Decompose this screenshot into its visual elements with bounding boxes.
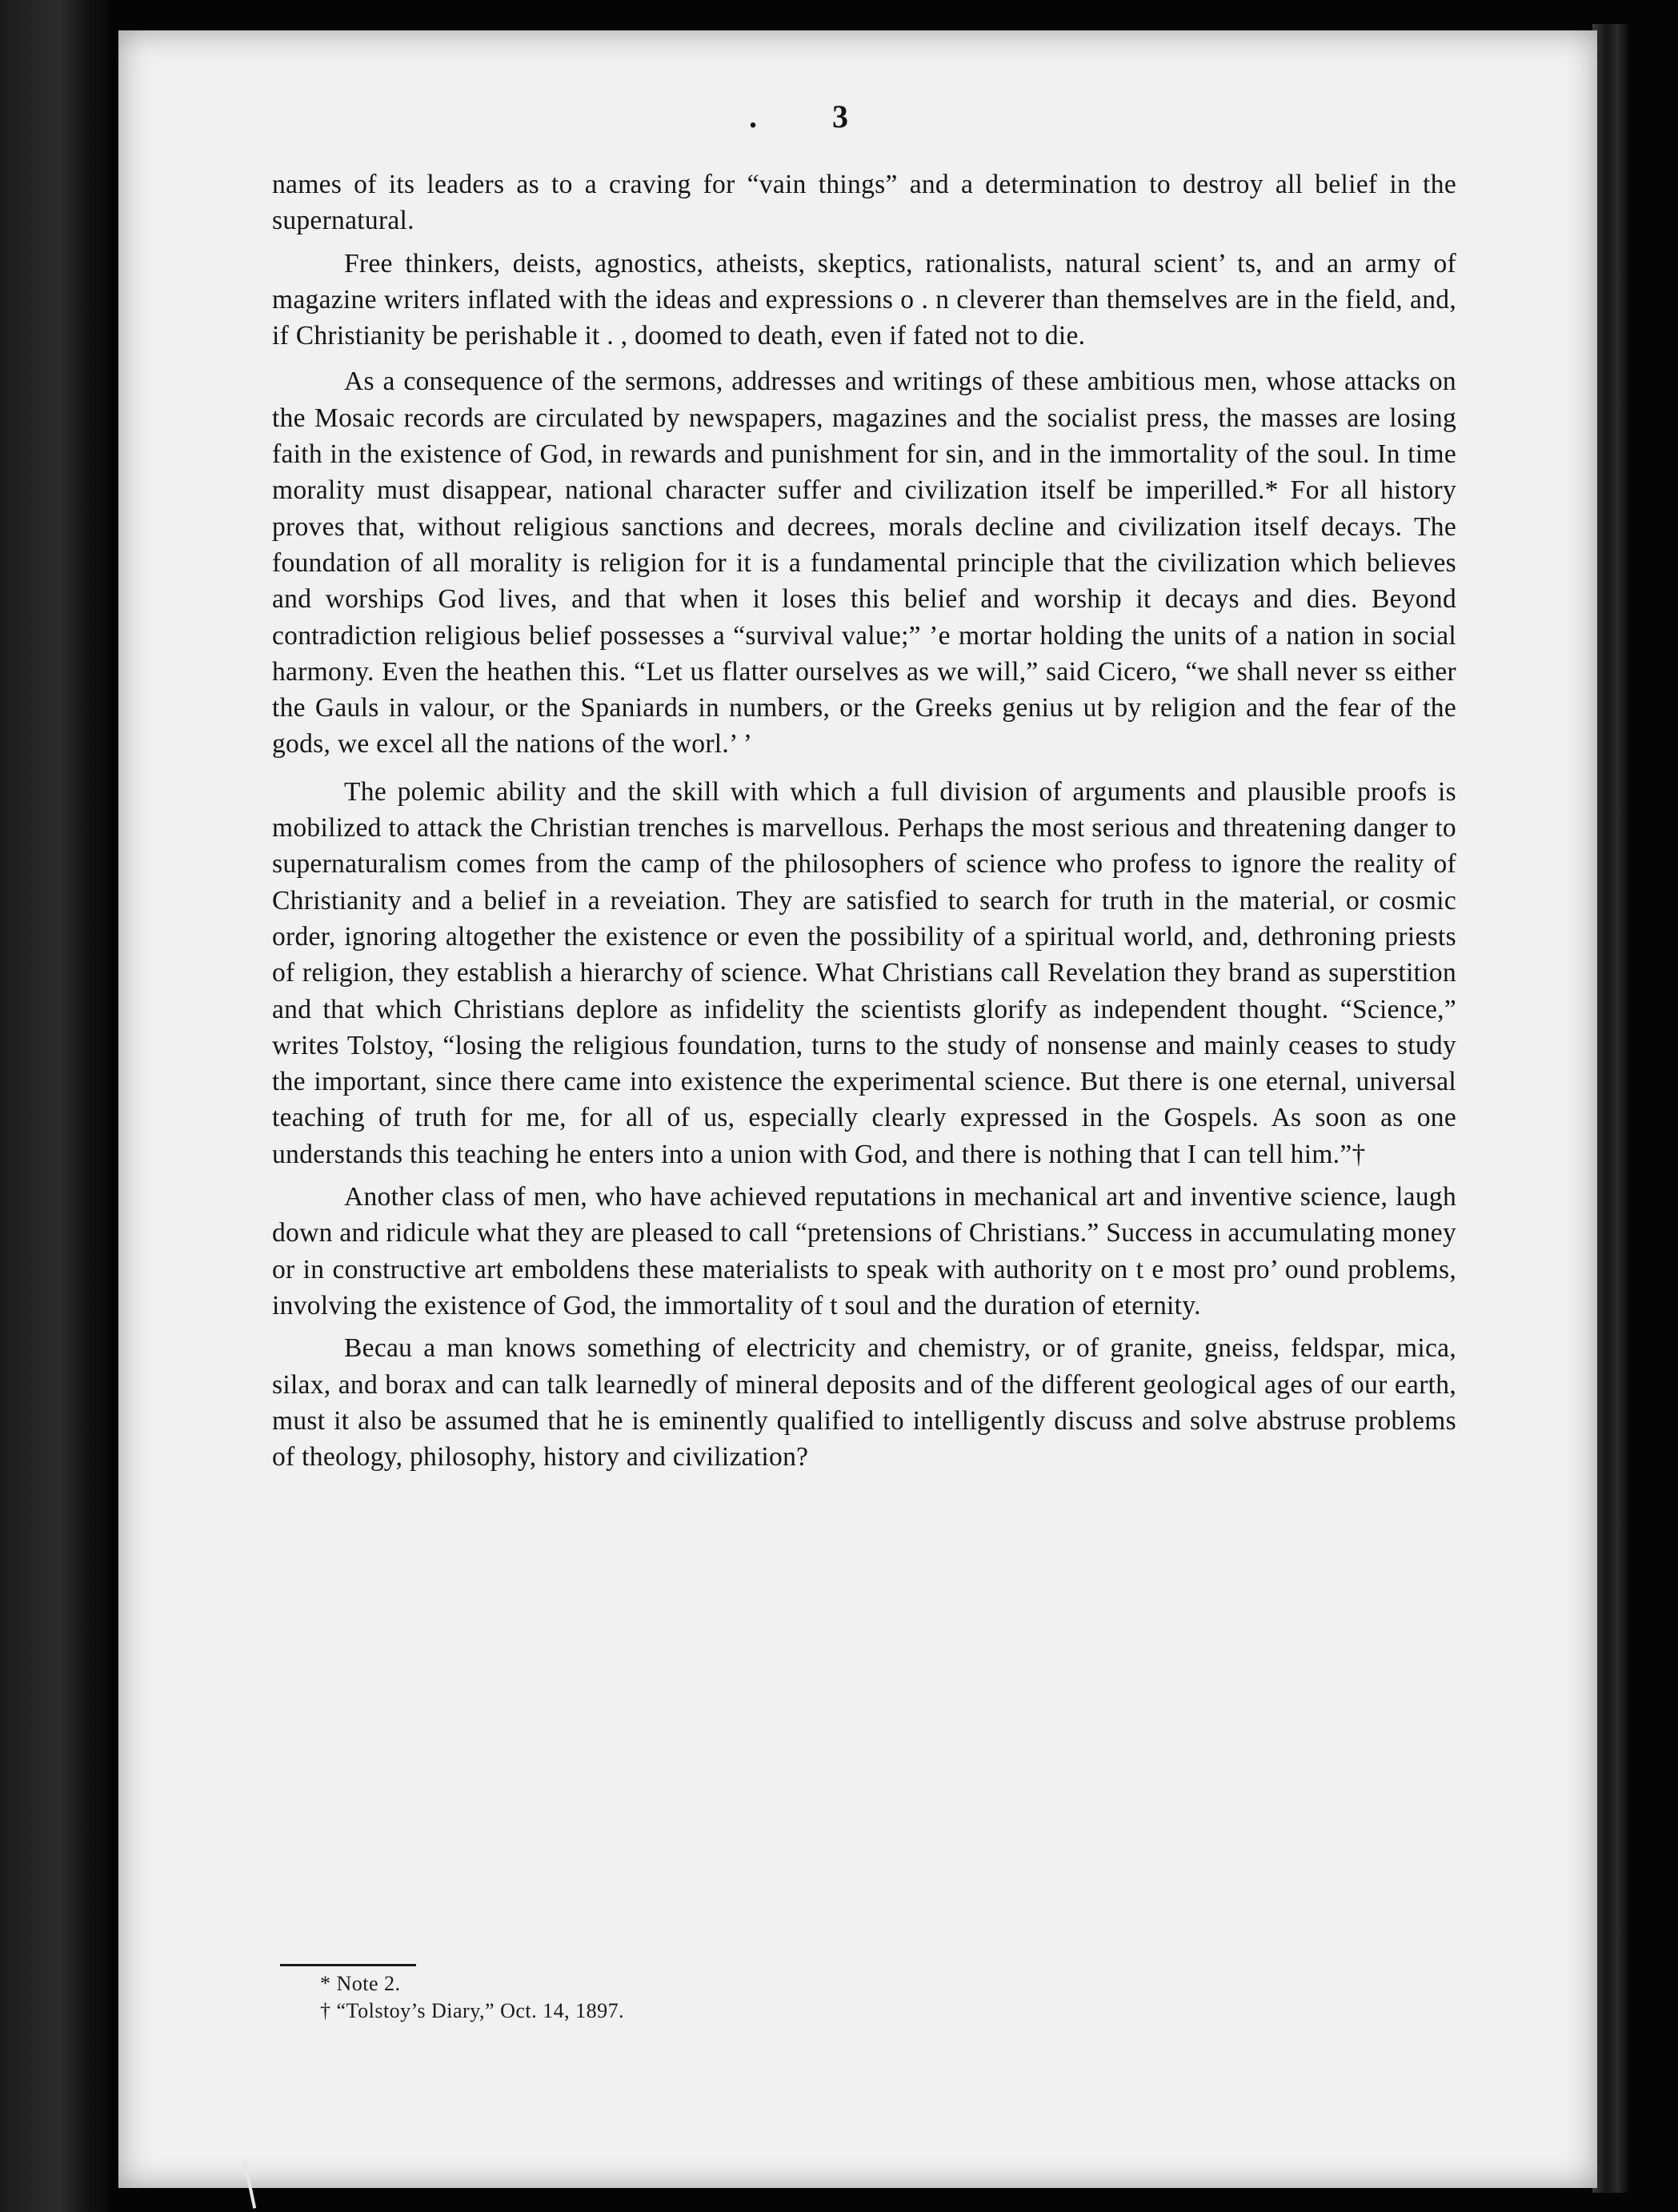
paragraph-4: The polemic ability and the skill with which a full division of arguments and plausible proofs is mobilized to attack the Christian trenches is marvellous. Perhaps the most serious and threatening danger to supernaturalism comes from the camp of the philosophers of science who profess to ignore the reality of Christianity and a belief in a reveiation. They are satisfied to search for truth in the material, or cosmic order, ignoring altogether the existence or even the possibility of a spiritual world, and, dethroning priests of religion, they establish a hierarchy of science. What Christians call Revelation they brand as superstition and that which Christians deplore as infidelity the scientists glorify as independent thought. “Science,” writes Tolstoy, “losing the religious foundation, turns to the study of nonsense and mainly ceases to study the important, since there came into existence the experimental science. But there is one eternal, universal teaching of truth for me, for all of us, especially clearly expressed in the Gospels. As soon as one understands this teaching he enters into a union with God, and there is nothing that I can tell him.”† bbox=[272, 776, 1456, 1169]
footnotes bbox=[320, 1970, 624, 2025]
paragraph-6: Becau a man knows something of electricity and chemistry, or of granite, gneiss, feldspar, mica, silax, and borax and can talk learnedly of mineral deposits and of the different geological ages of our earth, must it also be assumed that he is eminently qualified to intelligently discuss and solve abstruse problems of theology, philosophy, history and civilization? bbox=[272, 1333, 1456, 1473]
paragraph-1: names of its leaders as to a craving for “vain things” and a determination to destroy all belief in the supernatural. bbox=[272, 170, 1456, 236]
book-spine-edge bbox=[0, 0, 108, 2212]
page-number: 3 bbox=[832, 98, 848, 134]
page-right-edge bbox=[1592, 24, 1628, 2193]
paragraph-2: Free thinkers, deists, agnostics, atheists, skeptics, rationalists, natural scient’ ts, and an army of magazine writers inflated with the ideas and expressions o . n cleverer than themselves are in the field, and, if Christianity be perishable it . , doomed to death, even if fated not to die. bbox=[272, 248, 1456, 351]
footnote-2: † “Tolstoy’s Diary,” Oct. 14, 1897. bbox=[320, 1999, 625, 2022]
footnote-1: * Note 2. bbox=[320, 1972, 401, 1995]
footnote-rule bbox=[280, 1964, 416, 1966]
body-text bbox=[272, 166, 1456, 1481]
paragraph-5: Another class of men, who have achieved reputations in mechanical art and inventive science, laugh down and ridicule what they are pleased to call “pretensions of Christians.” Success in accumulating money or in constructive art emboldens these materialists to speak with authority on t e most pro’ ound problems, involving the existence of God, the immortality of t soul and the duration of eternity. bbox=[272, 1182, 1456, 1320]
page-dot-mark: . bbox=[749, 98, 757, 134]
paragraph-3: As a consequence of the sermons, addresses and writings of these ambitious men, whose attacks on the Mosaic records are circulated by newspapers, magazines and the socialist press, the masses are losing faith in the existence of God, in rewards and punishment for sin, and in the immortality of the soul. In time morality must disappear, national character suffer and civilization itself be imperilled.* For all history proves that, without religious sanctions and decrees, morals decline and civilization itself decays. The foundation of all morality is religion for it is a fundamental principle that the civilization which believes and worships God lives, and that when it loses this belief and worship it decays and dies. Beyond contradiction religious belief possesses a “survival value;” ’e mortar holding the units of a nation in social harmony. Even the heathen this. “Let us flatter ourselves as we will,” said Cicero, “we shall never ss either the Gauls in valour, or the Spaniards in numbers, or the Greeks genius ut by religion and the fear of the gods, we excel all the nations of the worl.’ ’ bbox=[272, 367, 1456, 759]
